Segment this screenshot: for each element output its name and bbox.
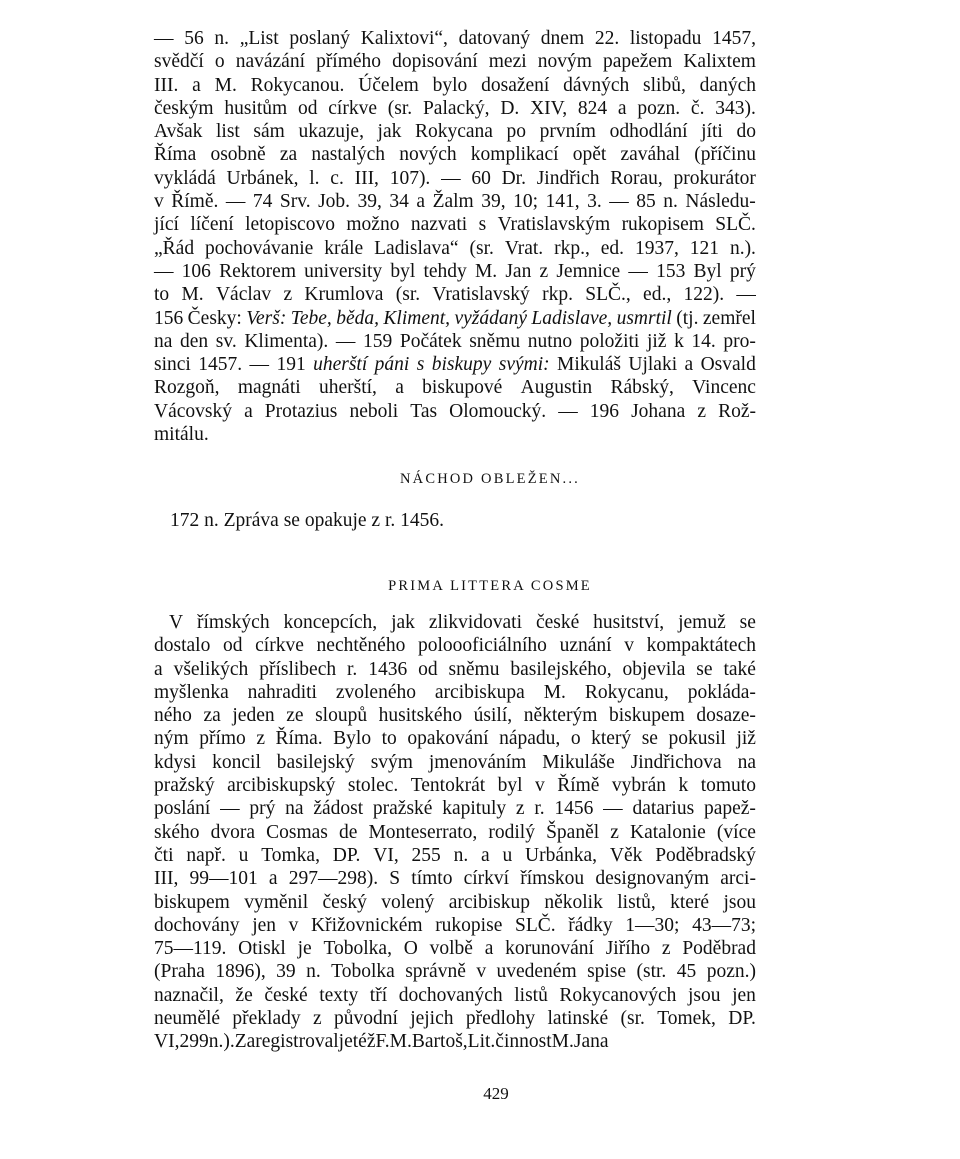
text-line: v Římě. — 74 Srv. Job. 39, 34 a Žalm 39, 10; 141, 3. — 85 n. Následu-: [154, 191, 756, 213]
text-line: V římských koncepcích, jak zlikvidovati české husitství, jemuž se: [169, 612, 756, 633]
text-line: Vácovský a Protazius neboli Tas Olomoucký. — 196 Johana z Rož-: [154, 400, 756, 422]
text-line: sinci 1457. — 191 uherští páni s biskupy svými: Mikuláš Ujlaki a Osvald: [154, 354, 756, 376]
text-line: poslání — prý na žádost pražské kapituly z r. 1456 — datarius papež-: [154, 798, 756, 820]
text-line: mitálu.: [154, 424, 209, 446]
text-line: 75—119. Otiskl je Tobolka, O volbě a korunování Jiřího z Poděbrad: [154, 938, 756, 960]
section-prima-paragraph: [154, 611, 756, 1054]
commentary-notes-block: [154, 27, 756, 446]
text-line: ného za jeden ze sloupů husitského úsilí, některým biskupem dosaze-: [154, 705, 756, 727]
text-line: jící líčení letopiscovo možno nazvati s Vratislavským rukopisem SLČ.: [154, 214, 756, 236]
text-line: Avšak list sám ukazuje, jak Rokycana po prvním odhodlání jíti do: [154, 121, 756, 143]
text-line: III. a M. Rokycanou. Účelem bylo dosažení dávných slibů, daných: [154, 74, 756, 96]
text-line: kdysi koncil basilejský svým jmenováním Mikuláše Jindřichova na: [154, 751, 756, 773]
section-heading-prima-littera-cosme: PRIMA LITTERA COSME: [388, 578, 592, 594]
text-line: naznačil, že české texty tří dochovaných listů Rokycanových jsou jen: [154, 984, 756, 1006]
text-line: čti např. u Tomka, DP. VI, 255 n. a u Urbánka, Věk Poděbradský: [154, 844, 756, 866]
text-line: Říma osobně za nastalých nových komplikací opět zaváhal (příčinu: [154, 144, 756, 166]
text-line: VI, 299 n.). Zaregistroval je též F. M. Bartoš, Lit. činnost M. Jana: [154, 1031, 609, 1053]
text-line: a všelikých příslibech r. 1436 od sněmu basilejského, objevila se také: [154, 658, 756, 680]
text-line: českým husitům od církve (sr. Palacký, D. XIV, 824 a pozn. č. 343).: [154, 97, 756, 119]
text-line: to M. Václav z Krumlova (sr. Vratislavský rkp. SLČ., ed., 122). —: [154, 284, 756, 306]
text-line: III, 99—101 a 297—298). S tímto církví římskou designovaným arci-: [154, 868, 756, 890]
text-line: ského dvora Cosmas de Monteserrato, rodilý Španěl z Katalonie (více: [154, 821, 756, 843]
text-line: neumělé překlady z původní jejich předlohy latinské (sr. Tomek, DP.: [154, 1008, 756, 1030]
text-line: myšlenka nahraditi zvoleného arcibiskupa M. Rokycanu, pokláda-: [154, 681, 756, 703]
text-line: — 106 Rektorem university byl tehdy M. Jan z Jemnice — 153 Byl prý: [154, 260, 756, 282]
text-line: biskupem vyměnil český volený arcibiskup několik listů, které jsou: [154, 891, 756, 913]
page-number: 429: [483, 1084, 509, 1103]
text-line: (Praha 1896), 39 n. Tobolka správně v uvedeném spise (str. 45 pozn.): [154, 961, 756, 983]
text-line: na den sv. Klimenta). — 159 Počátek sněmu nutno položiti již k 14. pro-: [154, 330, 756, 352]
text-line: svědčí o navázání přímého dopisování mezi novým papežem Kalixtem: [154, 51, 756, 73]
text-line: dochovány jen v Křižovnickém rukopise SLČ. řádky 1—30; 43—73;: [154, 914, 756, 936]
section-nachod-text: 172 n. Zpráva se opakuje z r. 1456.: [170, 510, 445, 531]
text-line: „Řád pochovávanie krále Ladislava“ (sr. Vrat. rkp., ed. 1937, 121 n.).: [154, 237, 756, 259]
text-line: ným přímo z Říma. Bylo to opakování nápadu, o který se pokusil již: [154, 728, 756, 750]
text-line: vykládá Urbánek, l. c. III, 107). — 60 Dr. Jindřich Rorau, prokurátor: [154, 167, 756, 189]
section-heading-nachod: NÁCHOD OBLEŽEN...: [400, 471, 580, 487]
text-line: 156 Česky: Verš: Tebe, běda, Kliment, vyžádaný Ladislave, usmrtil (tj. zemřel: [154, 307, 756, 329]
text-line: — 56 n. „List poslaný Kalixtovi“, datovaný dnem 22. listopadu 1457,: [154, 28, 756, 49]
text-line: dostalo od církve nechtěného poloooficiálního uznání v kompaktátech: [154, 635, 756, 657]
text-line: pražský arcibiskupský stolec. Tentokrát byl v Římě vybrán k tomuto: [154, 775, 756, 797]
text-line: Rozgoň, magnáti uherští, a biskupové Augustin Rábský, Vincenc: [154, 377, 756, 399]
